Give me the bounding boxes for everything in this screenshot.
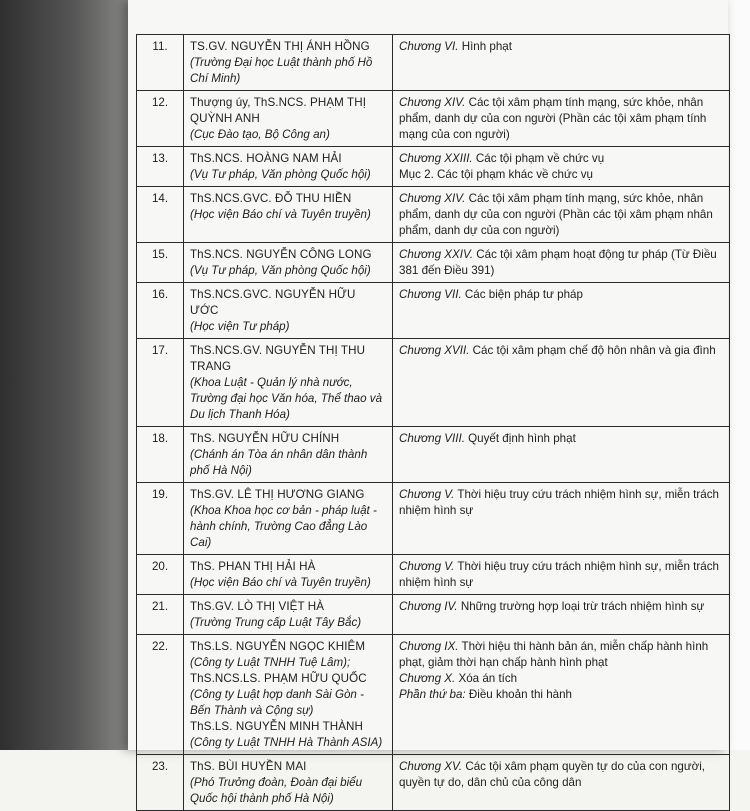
- author-organization: (Học viện Báo chí và Tuyên truyền): [190, 208, 371, 221]
- author-name: ThS.GV. LÊ THỊ HƯƠNG GIANG: [190, 488, 365, 501]
- chapter-title: Xóa án tích: [455, 672, 518, 685]
- row-number: 18.: [137, 427, 184, 483]
- author-name: ThS.NCS. HOÀNG NAM HẢI: [190, 152, 342, 165]
- table-row: [137, 147, 730, 187]
- chapter-line: [399, 487, 723, 519]
- author-name: ThS.NCS. NGUYỄN CÔNG LONG: [190, 248, 372, 261]
- chapter-label: Chương V.: [399, 560, 455, 573]
- chapter-cell: [393, 483, 730, 555]
- author-cell: [184, 35, 393, 91]
- author-cell: [184, 91, 393, 147]
- chapter-label: Chương XV.: [399, 760, 463, 773]
- table-row: [137, 595, 730, 635]
- chapter-line: [399, 599, 723, 615]
- table-row: [137, 755, 730, 811]
- table-row: [137, 555, 730, 595]
- table-body: [137, 35, 730, 811]
- chapter-cell: [393, 91, 730, 147]
- chapter-title: Các tội phạm về chức vụ: [472, 152, 605, 165]
- chapter-title: Điều khoản thi hành: [465, 688, 573, 701]
- chapter-title: Những trường hợp loại trừ trách nhiệm hình sự: [457, 600, 705, 613]
- chapter-label: Chương V.: [399, 488, 455, 501]
- chapter-label: Chương XXIV.: [399, 248, 474, 261]
- author-organization: (Công ty Luật hợp danh Sài Gòn - Bến Thành và Cộng sự): [190, 688, 364, 717]
- chapter-line: [399, 167, 723, 183]
- author-organization: (Trường Trung cấp Luật Tây Bắc): [190, 616, 362, 629]
- chapter-title: Các tội xâm phạm tính mạng, sức khỏe, nhân phẩm, danh dự của con người (Phần các tội xâm phạm nhân phẩm, danh dự của con người): [399, 192, 713, 237]
- author-organization: (Học viện Tư pháp): [190, 320, 290, 333]
- author-name: TS.GV. NGUYỄN THỊ ÁNH HỒNG: [190, 40, 370, 53]
- chapter-title: Mục 2. Các tội phạm khác về chức vụ: [399, 168, 593, 181]
- row-number: 11.: [137, 35, 184, 91]
- table-row: [137, 427, 730, 483]
- chapter-line: [399, 687, 723, 703]
- author-name: ThS.NCS.GV. NGUYỄN THỊ THU TRANG: [190, 344, 366, 373]
- author-name: Thượng úy, ThS.NCS. PHẠM THỊ QUỲNH ANH: [190, 96, 367, 125]
- chapter-cell: [393, 243, 730, 283]
- chapter-title: Hình phạt: [458, 40, 512, 53]
- dark-background-edge: [0, 0, 132, 750]
- chapter-title: Các tội xâm phạm hoạt động tư pháp (Từ Điều 381 đến Điều 391): [399, 248, 717, 277]
- author-organization: (Cục Đào tạo, Bộ Công an): [190, 128, 330, 141]
- chapter-label: Chương XIV.: [399, 192, 466, 205]
- author-assignment-table: [136, 34, 730, 811]
- chapter-line: [399, 287, 723, 303]
- background-right: [728, 0, 750, 750]
- author-cell: [184, 555, 393, 595]
- chapter-label: Phần thứ ba:: [399, 688, 466, 701]
- chapter-label: Chương VIII.: [399, 432, 465, 445]
- chapter-cell: [393, 427, 730, 483]
- chapter-title: Các tội xâm phạm quyền tự do của con người, quyền tự do, dân chủ của công dân: [399, 760, 706, 789]
- author-cell: [184, 147, 393, 187]
- chapter-line: [399, 247, 723, 279]
- chapter-cell: [393, 635, 730, 755]
- author-organization: (Khoa Luật - Quản lý nhà nước, Trường đại học Văn hóa, Thể thao và Du lịch Thanh Hóa): [190, 376, 383, 421]
- chapter-cell: [393, 147, 730, 187]
- author-cell: [184, 187, 393, 243]
- chapter-line: [399, 191, 723, 239]
- table-row: [137, 243, 730, 283]
- chapter-cell: [393, 283, 730, 339]
- author-organization: (Công ty Luật TNHH Hà Thành ASIA): [190, 736, 383, 749]
- chapter-title: Quyết định hình phạt: [464, 432, 576, 445]
- author-organization: (Công ty Luật TNHH Tuệ Lâm);: [190, 656, 351, 669]
- chapter-title: Các biện pháp tư pháp: [461, 288, 583, 301]
- author-name: ThS.LS. NGUYỄN MINH THÀNH: [190, 720, 363, 733]
- table-row: [137, 187, 730, 243]
- chapter-line: [399, 39, 723, 55]
- chapter-title: Các tội xâm phạm chế độ hôn nhân và gia đình: [469, 344, 716, 357]
- author-organization: (Trường Đại học Luật thành phố Hồ Chí Minh): [190, 56, 373, 85]
- chapter-label: Chương XVII.: [399, 344, 470, 357]
- author-cell: [184, 595, 393, 635]
- author-organization: (Vụ Tư pháp, Văn phòng Quốc hội): [190, 168, 371, 181]
- author-organization: (Chánh án Tòa án nhân dân thành phố Hà Nội): [190, 448, 368, 477]
- chapter-line: [399, 343, 723, 359]
- author-name: ThS.NCS.LS. PHẠM HỮU QUỐC: [190, 672, 367, 685]
- author-cell: [184, 427, 393, 483]
- row-number: 20.: [137, 555, 184, 595]
- table-row: [137, 339, 730, 427]
- table-row: [137, 283, 730, 339]
- table-row: [137, 35, 730, 91]
- document-page: [128, 0, 728, 805]
- author-cell: [184, 283, 393, 339]
- chapter-label: Chương XIV.: [399, 96, 466, 109]
- chapter-label: Chương VI.: [399, 40, 459, 53]
- row-number: 15.: [137, 243, 184, 283]
- chapter-label: Chương IV.: [399, 600, 458, 613]
- row-number: 21.: [137, 595, 184, 635]
- row-number: 16.: [137, 283, 184, 339]
- chapter-title: Thời hiệu truy cứu trách nhiệm hình sự, miễn trách nhiệm hình sự: [399, 488, 719, 517]
- row-number: 13.: [137, 147, 184, 187]
- author-organization: (Khoa Khoa học cơ bản - pháp luật - hành chính, Trường Cao đẳng Lào Cai): [190, 504, 377, 549]
- chapter-title: Các tội xâm phạm tính mạng, sức khỏe, nhân phẩm, danh dự của con người (Phần các tội xâm phạm tính mạng của con người): [399, 96, 707, 141]
- row-number: 22.: [137, 635, 184, 755]
- table-row: [137, 483, 730, 555]
- row-number: 19.: [137, 483, 184, 555]
- chapter-line: [399, 559, 723, 591]
- author-cell: [184, 243, 393, 283]
- chapter-title: Thời hiệu truy cứu trách nhiệm hình sự, miễn trách nhiệm hình sự: [399, 560, 719, 589]
- chapter-cell: [393, 755, 730, 811]
- author-organization: (Vụ Tư pháp, Văn phòng Quốc hội): [190, 264, 371, 277]
- author-name: ThS. NGUYỄN HỮU CHÍNH: [190, 432, 340, 445]
- author-cell: [184, 755, 393, 811]
- chapter-line: [399, 431, 723, 447]
- author-name: ThS.NCS.GVC. ĐỖ THU HIỀN: [190, 192, 352, 205]
- author-name: ThS.GV. LÒ THỊ VIỆT HÀ: [190, 600, 325, 613]
- chapter-cell: [393, 595, 730, 635]
- chapter-line: [399, 759, 723, 791]
- chapter-line: [399, 95, 723, 143]
- chapter-line: [399, 671, 723, 687]
- author-cell: [184, 483, 393, 555]
- author-cell: [184, 339, 393, 427]
- chapter-line: [399, 639, 723, 671]
- author-name: ThS. BÙI HUYỀN MAI: [190, 760, 307, 773]
- author-organization: (Học viện Báo chí và Tuyên truyền): [190, 576, 371, 589]
- row-number: 23.: [137, 755, 184, 811]
- author-name: ThS.LS. NGUYỄN NGỌC KHIÊM: [190, 640, 366, 653]
- chapter-cell: [393, 35, 730, 91]
- row-number: 14.: [137, 187, 184, 243]
- chapter-cell: [393, 339, 730, 427]
- author-organization: (Phó Trưởng đoàn, Đoàn đại biểu Quốc hội thành phố Hà Nội): [190, 776, 363, 805]
- author-name: ThS. PHAN THỊ HẢI HÀ: [190, 560, 316, 573]
- chapter-label: Chương X.: [399, 672, 456, 685]
- chapter-label: Chương IX.: [399, 640, 459, 653]
- table-row: [137, 635, 730, 755]
- chapter-title: Thời hiệu thi hành bản án, miễn chấp hành hình phạt, giảm thời hạn chấp hành hình phạt: [399, 640, 709, 669]
- author-name: ThS.NCS.GVC. NGUYỄN HỮU ƯỚC: [190, 288, 356, 317]
- chapter-label: Chương VII.: [399, 288, 462, 301]
- table-row: [137, 91, 730, 147]
- chapter-label: Chương XXIII.: [399, 152, 473, 165]
- chapter-cell: [393, 555, 730, 595]
- author-cell: [184, 635, 393, 755]
- row-number: 12.: [137, 91, 184, 147]
- chapter-line: [399, 151, 723, 167]
- chapter-cell: [393, 187, 730, 243]
- row-number: 17.: [137, 339, 184, 427]
